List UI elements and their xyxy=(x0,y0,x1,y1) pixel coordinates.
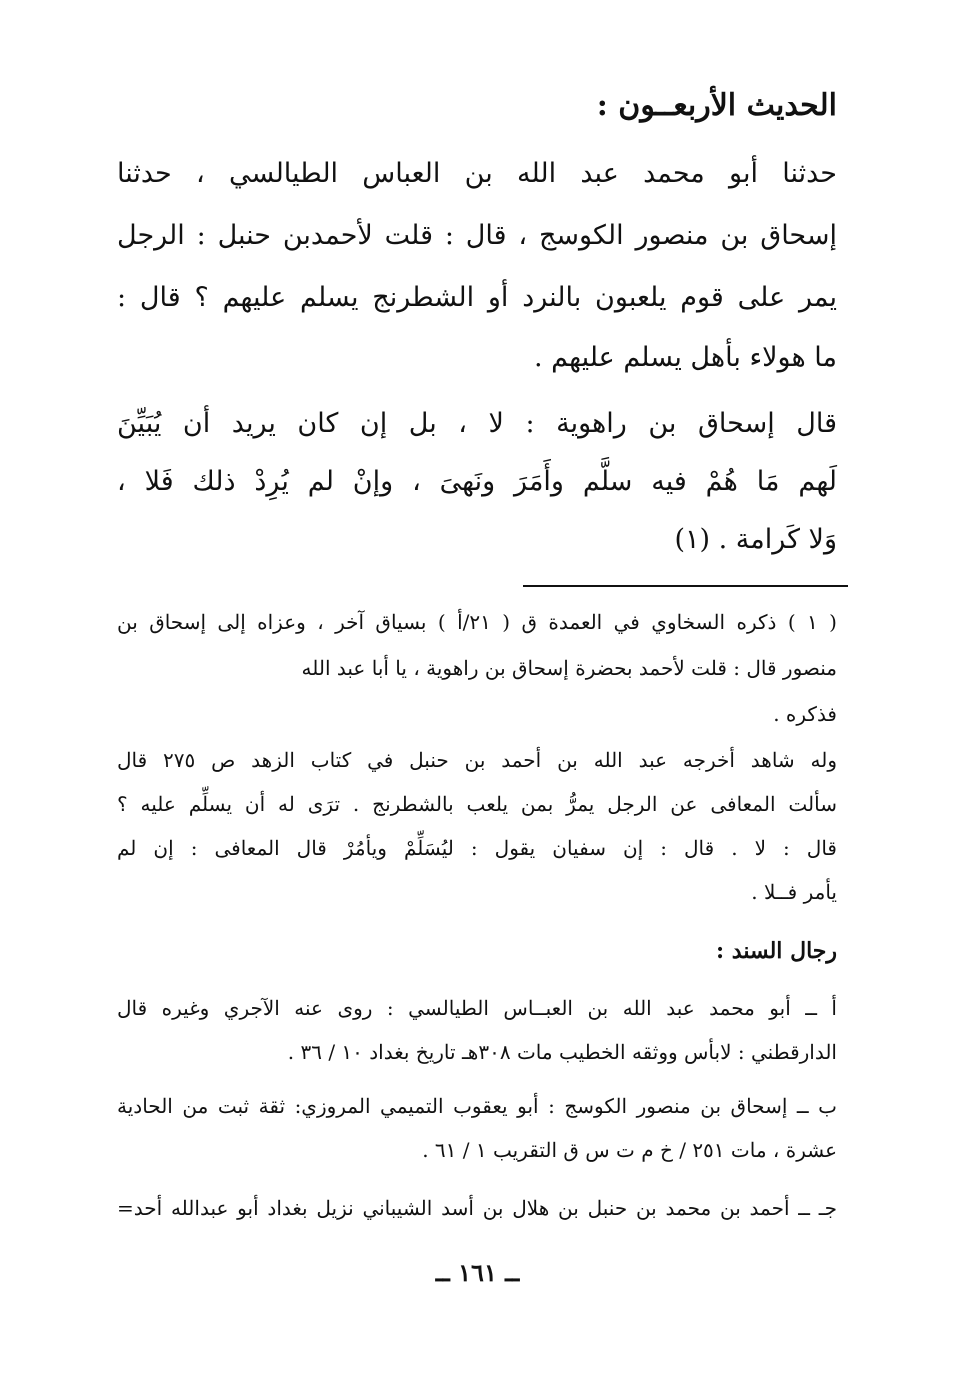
main-text-line: إسحاق بن منصور الكوسج ، قال : قلت لأحمدبن حنبل : الرجل xyxy=(117,220,837,251)
section-title: رجال السند : xyxy=(716,938,837,964)
narrator-line: أ ــ أبو محمد عبد الله بن العبــاس الطيالسي : روى عنه الآجري وغيره قال xyxy=(117,996,837,1020)
footnote-line: منصور قال : قلت لأحمد بحضرة إسحاق بن راهوية ، يا أبا عبد الله xyxy=(301,656,837,680)
footnote-line: سألت المعافى عن الرجل يمرُّ بمن يلعب بالشطرنج . ترَى له أن يسلِّم عليه ؟ xyxy=(117,792,837,816)
narrator-line: الدارقطني : لابأس ووثقه الخطيب مات ٣٠٨هـ تاريخ بغداد ١٠ / ٣٦ . xyxy=(287,1040,837,1064)
main-text-line: وَلا كَرامة . (١) xyxy=(674,524,837,555)
hadith-heading: الحديث الأربعــون : xyxy=(596,88,837,123)
main-text-line: لَهم مَا هُمْ فيه سلَّم وأَمَرَ ونَهىَ ، وإنْ لم يُرِدْ ذلك فَلا ، xyxy=(117,466,837,497)
footnote-line: وله شاهد أخرجه عبد الله بن أحمد بن حنبل في كتاب الزهد ص ٢٧٥ قال xyxy=(117,748,838,772)
page-number: ــ ١٦١ ــ xyxy=(435,1258,520,1287)
main-text-line: ما هولاء بأهل يسلم عليهم . xyxy=(533,342,837,373)
footnote-line: قال : لا . قال : إن سفيان يقول : ليُسَلِّمْ ويأمُرْ قال المعافى : إن لم xyxy=(117,836,837,860)
main-text-line: يمر على قوم يلعبون بالنرد أو الشطرنج يسلم عليهم ؟ قال : xyxy=(117,282,837,313)
narrator-line: ب ــ إسحاق بن منصور الكوسج : أبو يعقوب التميمي المروزي: ثقة ثبت من الحادية xyxy=(117,1094,838,1118)
footnote-divider xyxy=(523,585,848,587)
main-text-line: قال إسحاق بن راهوية : لا ، بل إن كان يريد أن يُبَيِّنَ xyxy=(117,408,837,439)
narrator-line: عشرة ، مات ٢٥١ / خ م ت س ق التقريب ١ / ٦١ . xyxy=(422,1138,837,1162)
narrator-line: جـ ــ أحمد بن محمد بن حنبل بن هلال بن أسد الشيباني نزيل بغداد أبو عبدالله أحد= xyxy=(117,1196,837,1220)
main-text-line: حدثنا أبو محمد عبد الله بن العباس الطيالسي ، حدثنا xyxy=(117,158,837,189)
footnote-line: ( ١ ) ذكره السخاوي في العمدة ق ( ٢١/أ ) بسياق آخر ، وعزاه إلى إسحاق بن xyxy=(117,610,837,634)
footnote-line: يأمر فــلا . xyxy=(751,880,837,904)
footnote-line: فذكره . xyxy=(773,702,837,726)
